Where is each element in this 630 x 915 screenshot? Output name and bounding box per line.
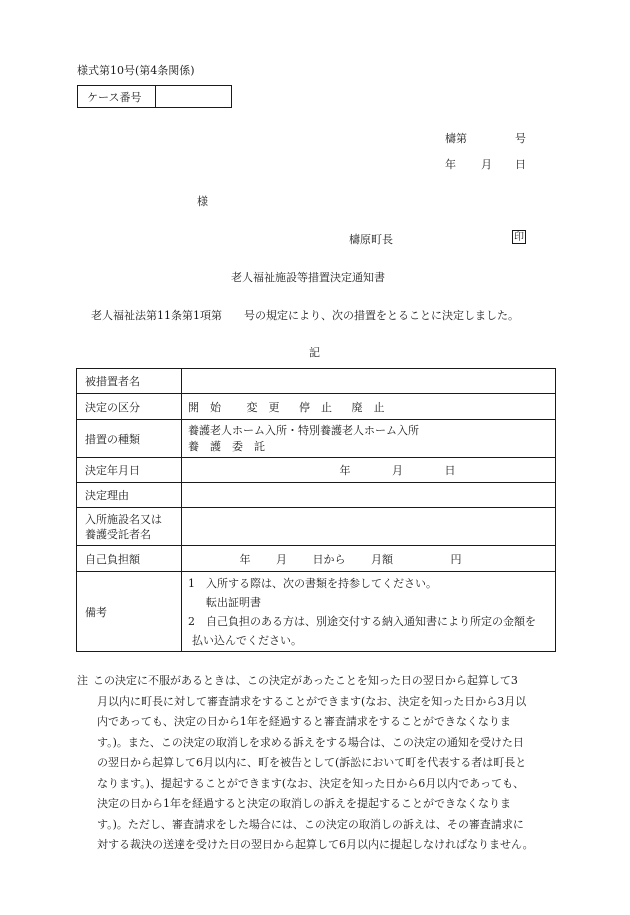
futan-value[interactable] xyxy=(182,546,556,572)
label-kubun: 決定の区分 xyxy=(85,400,140,414)
addressee-suffix: 様 xyxy=(197,195,208,208)
shurui-line2[interactable]: 養 護 委 託 xyxy=(188,439,265,453)
doc-number-suffix: 号 xyxy=(515,132,526,145)
issue-date-month: 月 xyxy=(481,158,492,171)
biko-item1: 1 入所する際は、次の書類を持参してください。 xyxy=(188,576,437,590)
kubun-option-change[interactable]: 変 更 xyxy=(246,400,280,414)
note-line: す。)。また、この決定の取消しを求める訴えをする場合は、この決定の通知を受けた日 xyxy=(97,735,524,749)
document-title: 老人福祉施設等措置決定通知書 xyxy=(231,271,385,284)
note-line: 対する裁決の送達を受けた日の翌日から起算して6月以内に提起しなければなりません。 xyxy=(97,838,534,851)
futan-monthly: 月額 xyxy=(371,552,393,566)
note-line: この決定に不服があるときは、この決定があったことを知った日の翌日から起算して3 xyxy=(93,674,518,687)
label-hisochi: 被措置者名 xyxy=(85,375,140,388)
table-row xyxy=(77,546,556,572)
seal-stamp: 印 xyxy=(514,232,524,243)
label-biko: 備考 xyxy=(85,605,107,619)
row-label-futan xyxy=(77,546,182,572)
issue-date-year: 年 xyxy=(445,158,456,171)
shisetsu-value[interactable] xyxy=(182,508,556,546)
row-label-hisochi xyxy=(77,369,182,394)
doc-number-prefix: 檮第 xyxy=(445,132,467,145)
table-row xyxy=(77,369,556,394)
table-row xyxy=(77,458,556,483)
case-number-label: ケース番号 xyxy=(78,86,156,107)
shurui-value xyxy=(182,420,556,458)
kubun-options xyxy=(182,394,556,420)
ki-heading: 記 xyxy=(309,346,320,359)
intro-part1: 老人福祉法第11条第1項第 xyxy=(91,309,222,322)
shurui-line1[interactable]: 養護老人ホーム入所・特別養護老人ホーム入所 xyxy=(188,423,419,437)
form-number: 様式第10号(第4条関係) xyxy=(77,64,195,77)
note-line: 内であっても、決定の日から1年を経過すると審査請求をすることができなくなりま xyxy=(97,715,511,728)
label-futan: 自己負担額 xyxy=(85,552,140,566)
label-riyu: 決定理由 xyxy=(85,489,129,502)
row-label-biko xyxy=(77,572,182,652)
riyu-value[interactable] xyxy=(182,483,556,508)
futan-from: 日から xyxy=(312,552,346,566)
note-line: 月以内に町長に対して審査請求をすることができます(なお、決定を知った日から3月以 xyxy=(97,694,527,708)
case-number-box xyxy=(77,85,232,108)
kubun-option-start[interactable]: 開 始 xyxy=(188,400,221,414)
intro-text xyxy=(91,307,519,323)
hisochi-value[interactable] xyxy=(182,369,556,394)
decision-date-year: 年 xyxy=(339,464,351,477)
issuer-name: 檮原町長 xyxy=(349,233,393,246)
measures-table xyxy=(76,368,556,652)
note-line: なります。)、提起することができます(なお、決定を知った日から6月以内であっても、 xyxy=(97,776,525,790)
table-row xyxy=(77,508,556,546)
table-row xyxy=(77,572,556,652)
futan-year: 年 xyxy=(239,552,251,566)
decision-date-day: 日 xyxy=(444,464,456,477)
note-mark: 注 xyxy=(77,674,88,687)
label-shurui: 措置の種類 xyxy=(85,432,140,446)
biko-item2-line2: 払い込んでください。 xyxy=(192,633,302,647)
table-row xyxy=(77,394,556,420)
row-label-date xyxy=(77,458,182,483)
row-label-kubun xyxy=(77,394,182,420)
futan-month: 月 xyxy=(276,552,287,566)
issue-date-day: 日 xyxy=(515,158,526,171)
table-row xyxy=(77,483,556,508)
futan-yen: 円 xyxy=(450,552,462,566)
kubun-option-suspend[interactable]: 停 止 xyxy=(299,400,332,414)
row-label-shisetsu xyxy=(77,508,182,546)
biko-item1-sub: 転出証明書 xyxy=(206,595,261,609)
biko-item2-line1: 2 自己負担のある方は、別途交付する納入通知書により所定の金額を xyxy=(188,614,536,628)
appeal-note xyxy=(77,671,555,856)
decision-date-value[interactable] xyxy=(182,458,556,483)
decision-date-month: 月 xyxy=(392,464,403,477)
biko-value xyxy=(182,572,556,652)
kubun-option-abolish[interactable]: 廃 止 xyxy=(351,400,385,414)
note-line: 決定の日から1年を経過すると決定の取消しの訴えを提起することができなくなりま xyxy=(97,797,511,810)
intro-part2: 号の規定により、次の措置をとることに決定しました。 xyxy=(244,309,519,322)
label-date: 決定年月日 xyxy=(85,464,140,477)
table-row xyxy=(77,420,556,458)
case-number-field[interactable] xyxy=(156,86,231,107)
label-hisochi-text xyxy=(85,373,181,389)
note-body xyxy=(77,671,555,856)
note-line: す。)。ただし、審査請求をした場合には、この決定の取消しの訴えは、その審査請求に xyxy=(97,817,524,831)
row-label-shurui xyxy=(77,420,182,458)
note-line: の翌日から起算して6月以内に、町を被告として(訴訟において町を代表する者は町長と xyxy=(97,756,527,769)
label-shisetsu-line2: 養護受託者名 xyxy=(85,527,151,541)
row-label-riyu xyxy=(77,483,182,508)
label-shisetsu-line1: 入所施設名又は xyxy=(85,512,162,526)
